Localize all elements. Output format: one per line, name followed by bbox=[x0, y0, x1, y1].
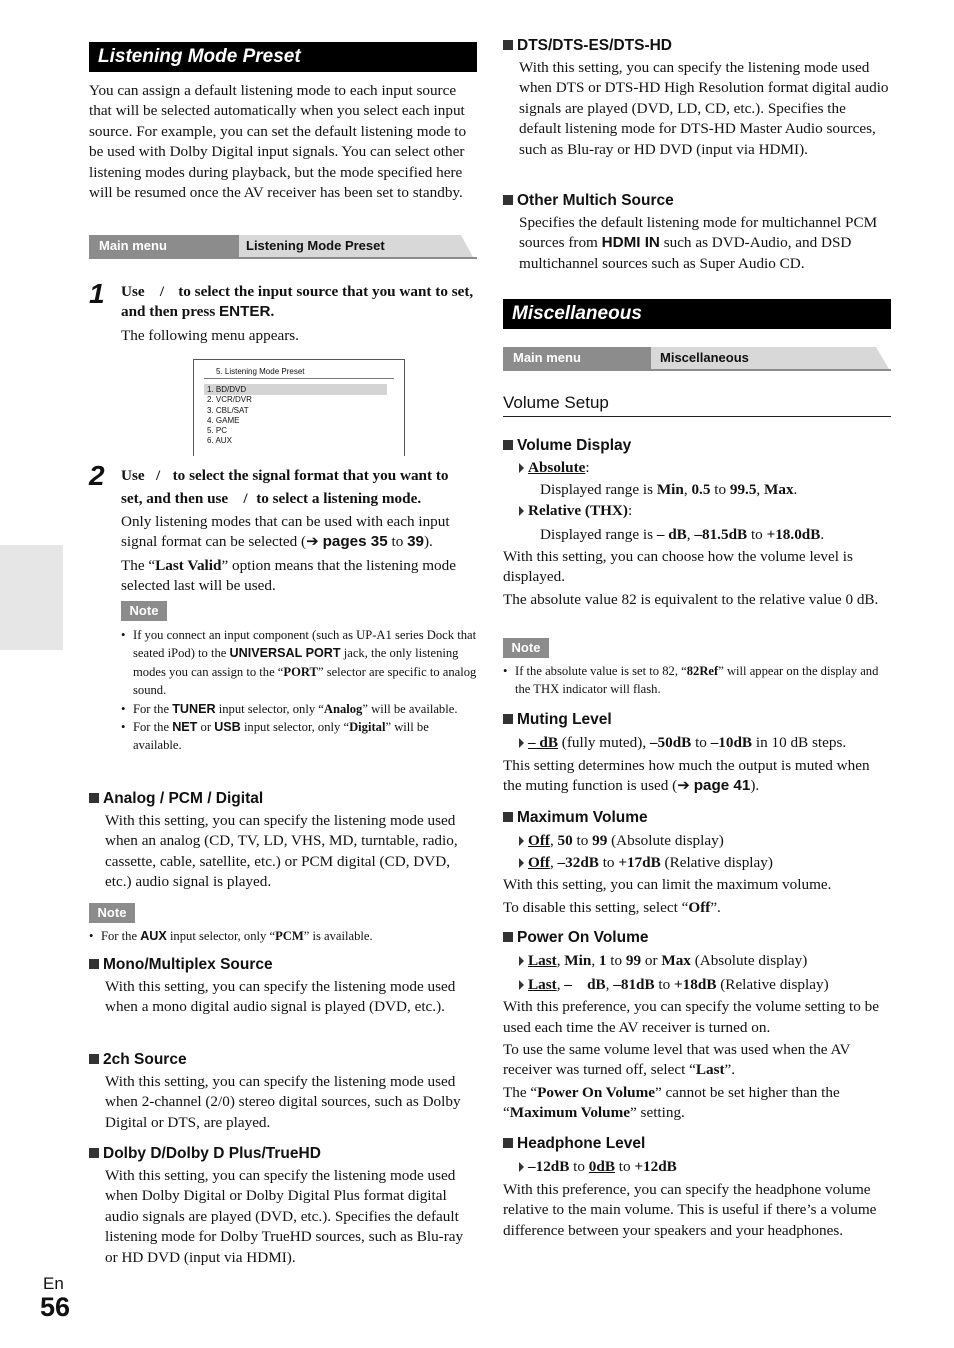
section-dts: DTS/DTS-ES/DTS-HD With this setting, you can specify the listening mode used when DTS or DTS-HD High Resolution format digital audio signals are played (DVD, LD, CD, etc.). Specifies the default listening mode for DTS-HD Master Audio sources, such as Blu-ray or HD DVD (input via HDMI). bbox=[503, 37, 891, 160]
menu-path-bar bbox=[89, 235, 477, 257]
section-banner-miscellaneous: Miscellaneous bbox=[503, 299, 891, 329]
screen-menu-item: 4. GAME bbox=[207, 415, 240, 425]
step-number-1: 1 bbox=[89, 278, 105, 309]
menu-path-bar-misc bbox=[503, 347, 891, 369]
side-tab bbox=[0, 545, 63, 650]
page-number: 56 bbox=[40, 1292, 71, 1322]
screen-title: 5. Listening Mode Preset bbox=[216, 367, 305, 376]
section-headphone-level: Headphone Level –12dB to 0dB to +12dB With this preference, you can specify the headphone volume relative to the main volume. This is useful if there’s a volume difference between your speakers and your headphones. bbox=[503, 1135, 877, 1239]
note-tag: Note bbox=[121, 601, 167, 621]
step-number-2: 2 bbox=[89, 460, 105, 491]
note-82ref: • If the absolute value is set to 82, “82Ref” will appear on the display and the THX indicator will flash. bbox=[503, 662, 891, 699]
menu-main-label: Main menu bbox=[503, 347, 651, 369]
section-analog: Analog / PCM / Digital With this setting, you can specify the listening mode used when an analog (CD, TV, LD, VHS, MD, turntable, radio, cassette, cable, satellite, etc.) or PCM digital (CD, DVD, etc.) audio signal is played. bbox=[89, 790, 477, 893]
screen-menu-item: 3. CBL/SAT bbox=[207, 405, 249, 415]
section-banner-listening-mode-preset: Listening Mode Preset bbox=[89, 42, 477, 72]
screen-menu-item: 2. VCR/DVR bbox=[207, 395, 252, 405]
link-page-41[interactable]: page 41 bbox=[693, 777, 751, 795]
section-power-on-volume: Power On Volume Last, Min, 1 to 99 or Max (Absolute display) Last, – dB, –81dB to +18dB (Relative display) With this preference, you can specify the volume setting to be used each time the AV receiver is turned on. To use the same volume level that was used when the AV receiver was turned off, select “Last”. The “Power On Volume” cannot be set higher than the “Maximum Volume” setting. bbox=[503, 929, 880, 1122]
link-pages-35[interactable]: pages 35 bbox=[322, 533, 388, 551]
section-volume-display: Volume Display Absolute: Displayed range is Min, 0.5 to 99.5, Max. Relative (THX): Displayed range is – dB, –81.5dB to +18.0dB. With this setting, you can choose how the volume level is displayed. The absolute value 82 is equivalent to the relative value 0 dB. bbox=[503, 437, 879, 608]
section-dolby: Dolby D/Dolby D Plus/TrueHD With this setting, you can specify the listening mode used when Dolby Digital or Dolby Digital Plus format digital audio signals are played (DVD, etc.). Specifies the default listening mode for Dolby TrueHD sources, such as Blu-ray or HD DVD (input via HDMI). bbox=[89, 1145, 477, 1268]
section-maximum-volume: Maximum Volume Off, 50 to 99 (Absolute display) Off, –32dB to +17dB (Relative display) With this setting, you can limit the maximum volume. To disable this setting, select “Off”. bbox=[503, 809, 832, 916]
footer-lang: En bbox=[43, 1274, 64, 1293]
section-2ch: 2ch Source With this setting, you can specify the listening mode used when 2-channel (2/0) stereo digital sources, such as Dolby Digital or DTS, are played. bbox=[89, 1051, 477, 1133]
section-muting-level: Muting Level – dB (fully muted), –50dB to –10dB in 10 dB steps. This setting determines how much the output is muted when the muting function is used (➔ page 41). bbox=[503, 711, 870, 795]
section-mono: Mono/Multiplex Source With this setting, you can specify the listening mode used when a mono digital audio signal is played (DVD, etc.). bbox=[89, 956, 477, 1018]
menu-main-label: Main menu bbox=[89, 235, 239, 257]
enter-key: ENTER bbox=[219, 303, 271, 321]
up-down-arrows: / bbox=[148, 283, 168, 300]
menu-screen-illustration bbox=[193, 359, 405, 456]
intro-text: You can assign a default listening mode to each input source that will be selected automatically when you select each input source. For example, you can set the default listening mode to be used with Dolby Digital input signals. You can select other listening modes during playback, but the mode specified here will be resumed once the AV receiver has been set to standby. bbox=[89, 82, 467, 202]
step-2: Use / to select the signal format that you want to set, and then use / to select a listening mode. Only listening modes that can be used with each input signal format can be selected (➔ pages 35 to 39). The “Last Valid” option means that the listening mode selected last will be used. bbox=[121, 467, 456, 595]
menu-sub-shape bbox=[229, 235, 479, 257]
section-multich: Other Multich Source Specifies the default listening mode for multichannel PCM sources from HDMI IN such as DVD-Audio, and DSD multichannel sources such as Super Audio CD. bbox=[503, 192, 891, 274]
screen-menu-item: 5. PC bbox=[207, 426, 228, 436]
screen-menu-item: 1. BD/DVD bbox=[207, 385, 247, 394]
screen-menu-item: 6. AUX bbox=[207, 436, 232, 446]
volume-setup-heading: Volume Setup bbox=[503, 393, 891, 417]
note-aux: • For the AUX input selector, only “PCM” is available. bbox=[89, 927, 477, 945]
menu-sub-label: Listening Mode Preset bbox=[239, 235, 459, 257]
note-list: • If you connect an input component (such as UP-A1 series Dock that seated iPod) to the UNIVERSAL PORT jack, the only listening modes you can assign to the “PORT” selector are specific to analog sound. • For the TUNER input selector, only “Analog” will be available. • For the NET or USB input selector, only “Digital” will be available. bbox=[121, 626, 477, 755]
menu-sub-label: Miscellaneous bbox=[651, 347, 876, 369]
note-tag-82: Note bbox=[503, 638, 549, 658]
note-tag-aux: Note bbox=[89, 903, 135, 923]
link-page-39[interactable]: 39 bbox=[407, 533, 424, 551]
step-1: Use / to select the input source that you want to set, and then press ENTER. The following menu appears. bbox=[121, 283, 474, 344]
